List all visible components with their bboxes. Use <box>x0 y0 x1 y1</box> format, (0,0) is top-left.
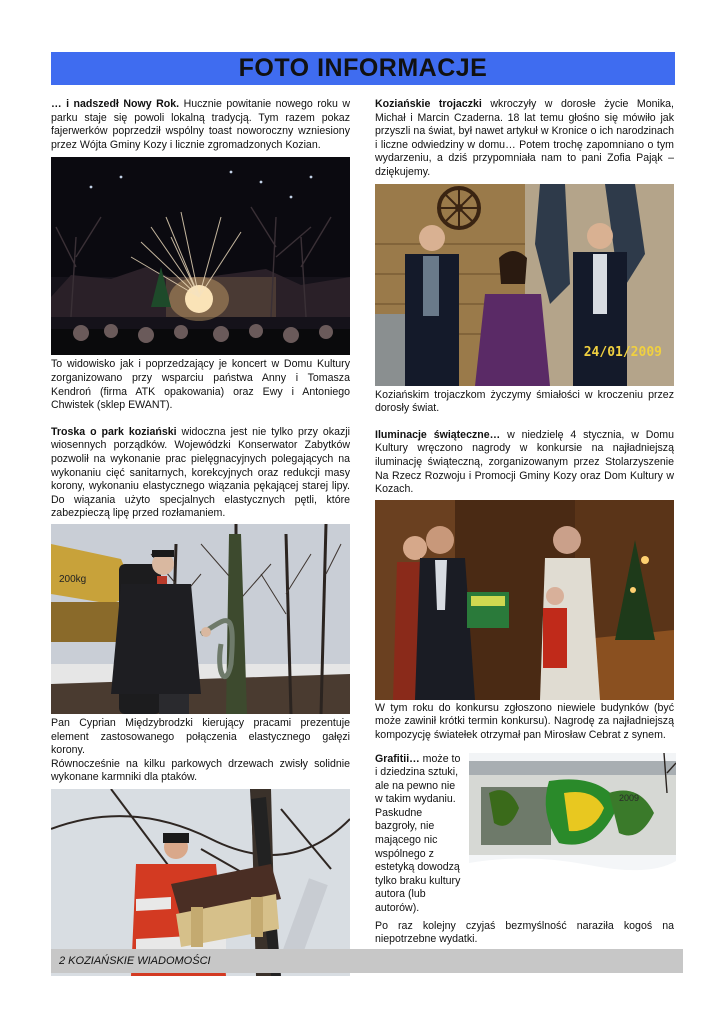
article-triplets-caption: Koziańskim trojaczkom życzymy śmiałości w kroczeniu przez dorosły świat. <box>375 388 674 415</box>
article-graffiti-lead: Grafitii… <box>375 752 420 765</box>
article-park-caption: Pan Cyprian Międzybrodzki kierujący pracami prezentuje element zastosowanego połączenia elastycznego gałęzi korony. <box>51 716 350 757</box>
svg-text:2009: 2009 <box>619 792 640 803</box>
tree-binding-photo <box>51 524 350 714</box>
page-title: FOTO INFORMACJE <box>238 54 488 82</box>
triplets-photo <box>375 184 674 386</box>
graffiti-photo <box>469 753 676 908</box>
article-graffiti <box>375 753 461 916</box>
page-banner <box>51 52 675 85</box>
bird-feeder-photo <box>51 789 350 976</box>
article-graffiti-block <box>375 753 674 916</box>
left-column <box>51 98 350 976</box>
article-new-year <box>51 98 350 152</box>
article-new-year-text: Hucznie powitanie nowego roku w parku staje się powoli lokalną tradycją. Tym razem pokaz fajerwerków poprzedził wspólny toast noworoczny wzniesiony przez Wójta Gminy Kozy i licznie zgromadzonych Kozian. <box>51 98 350 151</box>
article-new-year-lead: … i nadszedł Nowy Rok. <box>51 98 180 110</box>
photo-date-stamp: 24/01/2009 <box>583 344 662 360</box>
article-illuminations-text: w niedzielę 4 stycznia, w Domu Kultury wręczono nagrody w konkursie na najładniejszą iluminację świąteczną, zorganizowanym przez Stolarzyszenie Na Rzecz Rozwoju i Promocji Gminy Kozy oraz Dom Kultury w Kozach. <box>375 428 674 496</box>
article-triplets-text: wkroczyły w dorosłe życie Monika, Michał i Marcin Czaderna. 18 lat temu głośno się mówiło jak przyszli na świat, był nawet artykuł w Kronice o ich narodzinach i liczne odwiedziny w domu… Potem trochę zapomniano o tym wydarzeniu, a dziś przypomniała nam to pani Zofia Pająk – dziękujemy. <box>375 98 674 178</box>
page-footer <box>51 949 683 973</box>
footer-page-label: 2 KOZIAŃSKIE WIADOMOŚCI <box>59 955 211 967</box>
article-triplets <box>375 98 674 180</box>
fireworks-photo <box>51 157 350 355</box>
article-park <box>51 426 350 521</box>
article-illuminations-lead: Iluminacje świąteczne… <box>375 428 501 441</box>
article-park-lead: Troska o park koziański <box>51 425 177 438</box>
article-graffiti-text: może to i dziedzina sztuki, ale na pewno nie w takim wydaniu. Paskudne bazgroły, nie mającego nic wspólnego z estetyką dowodzą tylko braku kultury autora (lub autorów). <box>375 752 461 915</box>
article-triplets-lead: Koziańskie trojaczki <box>375 98 482 110</box>
right-column <box>375 98 674 963</box>
article-illuminations <box>375 429 674 497</box>
svg-text:200kg: 200kg <box>59 573 87 585</box>
article-new-year-caption: To widowisko jak i poprzedzający je koncert w Domu Kultury zorganizowano przy wsparciu państwa Anny i Tomasza Kendroń (firma ATK opakowania) oraz Ewy i Antoniego Chwistek (sklep EWANT). <box>51 358 350 412</box>
article-graffiti-text2: Po raz kolejny czyjaś bezmyślność naraziła kogoś na niepotrzebne wydatki. <box>375 919 674 946</box>
article-park-feeders: Równocześnie na kilku parkowych drzewach zwisły solidnie wykonane karmniki dla ptaków. <box>51 757 350 784</box>
article-park-text: widoczna jest nie tylko przy okazji wiosennych porządków. Wojewódzki Konserwator Zabytków pozwolił na wykonanie prac pielęgnacyjnych polegających na wykonaniu cięć sanitarnych, korekcyjnych oraz redukcji masy korony, wykonaniu elastycznego wiązania pękającej starej lipy. Do wiązania użyto specjalnych elastycznych pętli, które zabezpieczą lipę przed rozłamaniem. <box>51 425 350 520</box>
article-illuminations-caption: W tym roku do konkursu zgłoszono niewiele budynków (być może zawinił krótki termin konkursu). Nagrodę za najładniejszą kompozycję światełek otrzymał pan Mirosław Cebrat z synem. <box>375 701 674 741</box>
award-ceremony-photo <box>375 500 674 700</box>
